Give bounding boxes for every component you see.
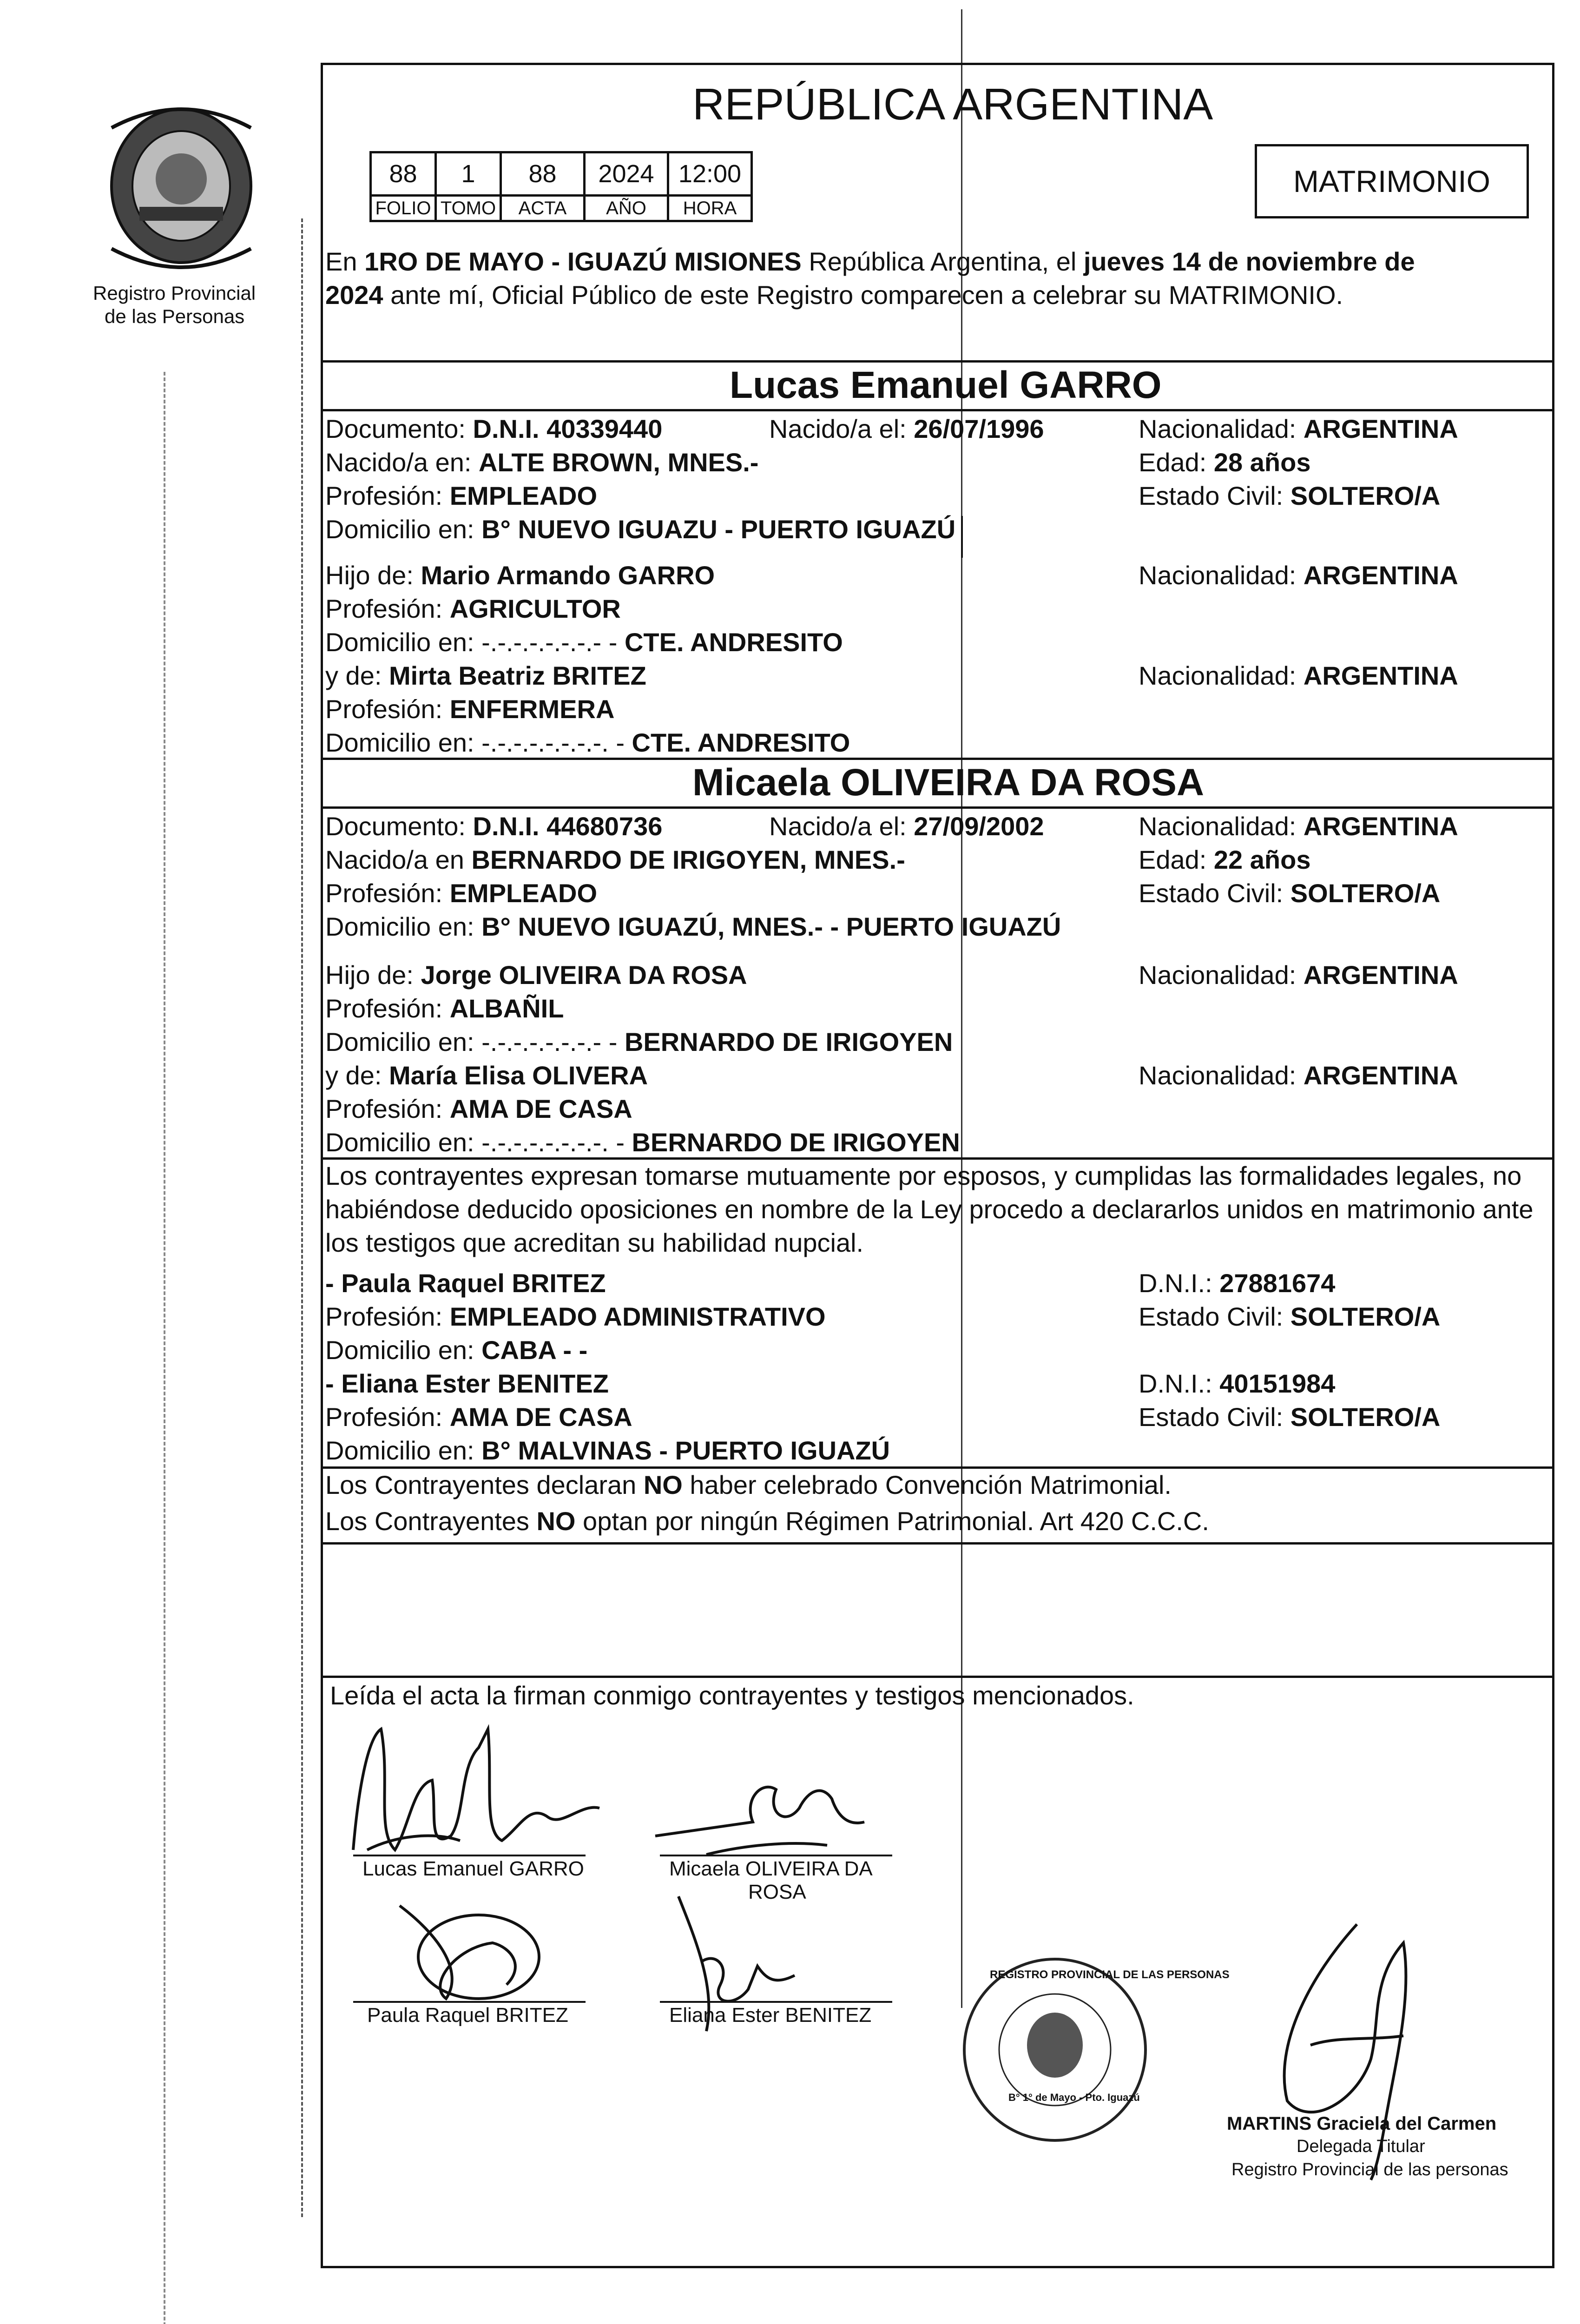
divider	[321, 806, 1554, 809]
bride-mother-nationality: Nacionalidad: ARGENTINA	[1139, 1061, 1458, 1090]
divider	[321, 1542, 1554, 1545]
groom-mother-profession: Profesión: ENFERMERA	[325, 694, 615, 724]
signature-line	[660, 2001, 892, 2003]
bride-birthplace: Nacido/a en BERNARDO DE IRIGOYEN, MNES.-	[325, 845, 905, 874]
margin-mark-left	[164, 372, 165, 2324]
registry-table	[369, 151, 753, 222]
groom-mother-nationality: Nacionalidad: ARGENTINA	[1139, 661, 1458, 690]
divider	[961, 516, 963, 558]
page-title: REPÚBLICA ARGENTINA	[692, 79, 1213, 129]
divider	[321, 758, 1554, 760]
divider	[321, 409, 1554, 411]
hora-label: HORA	[668, 196, 752, 221]
bride-name: Micaela OLIVEIRA DA ROSA	[692, 761, 1205, 804]
convention-line2: Los Contrayentes NO optan por ningún Régimen Patrimonial. Art 420 C.C.C.	[325, 1506, 1209, 1536]
folio-value: 88	[371, 152, 436, 196]
ano-label: AÑO	[585, 196, 668, 221]
convention-line1: Los Contrayentes declaran NO haber celebrado Convención Matrimonial.	[325, 1470, 1172, 1499]
registry-logo	[84, 100, 279, 277]
bride-signature-name-line2: ROSA	[748, 1881, 806, 1903]
witness-1-signature-name: Paula Raquel BRITEZ	[367, 2004, 568, 2027]
tomo-value: 1	[436, 152, 501, 196]
groom-age: Edad: 28 años	[1139, 448, 1311, 477]
bride-father-profession: Profesión: ALBAÑIL	[325, 994, 564, 1023]
bride-father-nationality: Nacionalidad: ARGENTINA	[1139, 960, 1458, 990]
acta-label: ACTA	[501, 196, 585, 221]
bride-document: Documento: D.N.I. 44680736	[325, 812, 663, 841]
groom-father-profession: Profesión: AGRICULTOR	[325, 594, 621, 623]
witness-2-profession: Profesión: AMA DE CASA	[325, 1402, 632, 1432]
bride-mother: y de: María Elisa OLIVERA	[325, 1061, 648, 1090]
signature-line	[353, 1855, 586, 1856]
groom-signature	[339, 1710, 618, 1868]
logo-caption-line2: de las Personas	[105, 305, 245, 327]
groom-father: Hijo de: Mario Armando GARRO	[325, 561, 715, 590]
divider	[321, 1466, 1554, 1469]
groom-father-address: Domicilio en: -.-.-.-.-.-.-.- - CTE. ANDRESITO	[325, 627, 843, 657]
witness-2-civil-status: Estado Civil: SOLTERO/A	[1139, 1402, 1441, 1432]
official-office: Registro Provincial de las personas	[1231, 2160, 1508, 2179]
witness-1-address: Domicilio en: CABA - -	[325, 1335, 588, 1365]
signature-line	[353, 2001, 586, 2003]
bride-nationality: Nacionalidad: ARGENTINA	[1139, 812, 1458, 841]
witness-2-dni: D.N.I.: 40151984	[1139, 1369, 1336, 1398]
bride-born-date: Nacido/a el: 27/09/2002	[769, 812, 1044, 841]
round-stamp-inner-text: B° 1° de Mayo - Pto. Iguazú	[1008, 2092, 1140, 2103]
groom-born-date: Nacido/a el: 26/07/1996	[769, 414, 1044, 443]
groom-signature-name: Lucas Emanuel GARRO	[362, 1857, 584, 1880]
round-stamp-ring-text: REGISTRO PROVINCIAL DE LAS PERSONAS	[990, 1968, 1230, 1981]
witness-1-name: - Paula Raquel BRITEZ	[325, 1268, 606, 1298]
groom-civil-status: Estado Civil: SOLTERO/A	[1139, 481, 1441, 510]
groom-father-nationality: Nacionalidad: ARGENTINA	[1139, 561, 1458, 590]
declaration-line3: los testigos que acreditan su habilidad nupcial.	[325, 1228, 864, 1257]
bride-father: Hijo de: Jorge OLIVEIRA DA ROSA	[325, 960, 747, 990]
witness-1-profession: Profesión: EMPLEADO ADMINISTRATIVO	[325, 1302, 826, 1331]
acta-value: 88	[501, 152, 585, 196]
declaration-line1: Los contrayentes expresan tomarse mutuamente por esposos, y cumplidas las formalidades legales, no	[325, 1161, 1522, 1190]
signature-line	[660, 1855, 892, 1856]
declaration-line2: habiéndose deducido oposiciones en nombre de la Ley procedo a declararlos unidos en matrimonio ante	[325, 1195, 1534, 1224]
groom-profession: Profesión: EMPLEADO	[325, 481, 598, 510]
registry-round-stamp	[957, 1952, 1230, 2147]
tomo-label: TOMO	[436, 196, 501, 221]
margin-mark	[301, 218, 303, 2217]
official-name: MARTINS Graciela del Carmen	[1227, 2113, 1497, 2134]
official-title: Delegada Titular	[1297, 2137, 1425, 2156]
divider	[321, 360, 1554, 363]
intro-line2: 2024 ante mí, Oficial Público de este Registro comparecen a celebrar su MATRIMONIO.	[325, 280, 1343, 310]
witness-2-signature-name: Eliana Ester BENITEZ	[669, 2004, 872, 2027]
groom-mother: y de: Mirta Beatriz BRITEZ	[325, 661, 646, 690]
witness-1-signature	[372, 1878, 581, 2017]
folio-label: FOLIO	[371, 196, 436, 221]
bride-mother-profession: Profesión: AMA DE CASA	[325, 1094, 632, 1123]
bride-civil-status: Estado Civil: SOLTERO/A	[1139, 878, 1441, 908]
groom-birthplace: Nacido/a en: ALTE BROWN, MNES.-	[325, 448, 759, 477]
bride-signature-name-line1: Micaela OLIVEIRA DA	[669, 1857, 873, 1880]
groom-mother-address: Domicilio en: -.-.-.-.-.-.-.-. - CTE. ANDRESITO	[325, 728, 850, 757]
ano-value: 2024	[585, 152, 668, 196]
bride-address: Domicilio en: B° NUEVO IGUAZÚ, MNES.- - PUERTO IGUAZÚ	[325, 912, 1061, 941]
witness-2-name: - Eliana Ester BENITEZ	[325, 1369, 609, 1398]
divider	[321, 1676, 1554, 1678]
bride-signature	[651, 1771, 874, 1864]
groom-name: Lucas Emanuel GARRO	[730, 364, 1162, 406]
groom-nationality: Nacionalidad: ARGENTINA	[1139, 414, 1458, 443]
closing-text: Leída el acta la firman conmigo contrayentes y testigos mencionados.	[330, 1681, 1134, 1710]
hora-value: 12:00	[668, 152, 752, 196]
bride-mother-address: Domicilio en: -.-.-.-.-.-.-.-. - BERNARDO DE IRIGOYEN	[325, 1128, 960, 1157]
witness-1-civil-status: Estado Civil: SOLTERO/A	[1139, 1302, 1441, 1331]
divider	[321, 1157, 1554, 1160]
groom-document: Documento: D.N.I. 40339440	[325, 414, 663, 443]
logo-caption-line1: Registro Provincial	[93, 282, 256, 304]
bride-profession: Profesión: EMPLEADO	[325, 878, 598, 908]
witness-1-dni: D.N.I.: 27881674	[1139, 1268, 1336, 1298]
bride-age: Edad: 22 años	[1139, 845, 1311, 874]
bride-father-address: Domicilio en: -.-.-.-.-.-.-.- - BERNARDO DE IRIGOYEN	[325, 1027, 953, 1056]
groom-address: Domicilio en: B° NUEVO IGUAZU - PUERTO IGUAZÚ	[325, 515, 956, 544]
witness-2-address: Domicilio en: B° MALVINAS - PUERTO IGUAZÚ	[325, 1436, 890, 1465]
intro-line1: En 1RO DE MAYO - IGUAZÚ MISIONES República Argentina, el jueves 14 de noviembre de	[325, 247, 1415, 276]
act-type-box: MATRIMONIO	[1255, 144, 1529, 218]
